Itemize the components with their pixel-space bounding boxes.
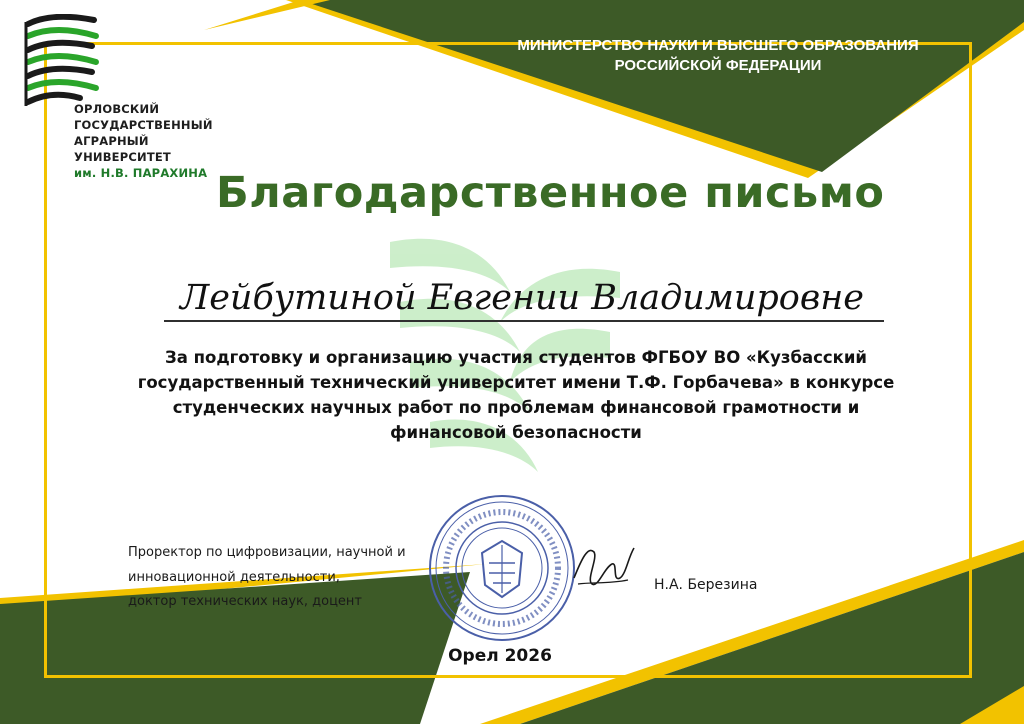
ministry-line2: РОССИЙСКОЙ ФЕДЕРАЦИИ: [614, 57, 822, 74]
university-name: [74, 101, 213, 181]
recipient-name: Лейбутиной Евгении Владимировне: [179, 278, 864, 318]
university-logo: [22, 14, 102, 114]
signer-position-line2: инновационной деятельности,: [128, 569, 340, 585]
university-name-line3: АГРАРНЫЙ: [74, 134, 149, 148]
recipient-underline: [164, 320, 884, 322]
certificate-body: [66, 345, 966, 445]
ministry-heading: [480, 36, 956, 76]
university-name-line1: ОРЛОВСКИЙ: [74, 102, 160, 116]
signer-position-line3: доктор технических наук, доцент: [128, 594, 363, 609]
signer-name: Н.А. Березина: [654, 577, 758, 593]
university-name-line4: УНИВЕРСИТЕТ: [74, 150, 171, 164]
official-seal: [427, 493, 577, 643]
body-line3: студенческих научных работ по проблемам финансовой грамотности и: [172, 398, 860, 417]
body-line4: финансовой безопасности: [390, 423, 642, 442]
body-line2: государственный технический университет имени Т.Ф. Горбачева» в конкурсе: [137, 373, 895, 392]
body-line1: За подготовку и организацию участия студентов ФГБОУ ВО «Кузбасский: [164, 348, 867, 367]
certificate-title: Благодарственное письмо: [216, 168, 885, 218]
signer-position: [128, 541, 406, 615]
city-year: Орел 2026: [448, 646, 552, 666]
ministry-line1: МИНИСТЕРСТВО НАУКИ И ВЫСШЕГО ОБРАЗОВАНИЯ: [517, 37, 919, 54]
university-name-line5: им. Н.В. ПАРАХИНА: [74, 166, 208, 180]
signer-position-line1: Проректор по цифровизации, научной и: [128, 545, 406, 560]
handwritten-signature: [568, 538, 638, 598]
university-name-line2: ГОСУДАРСТВЕННЫЙ: [74, 118, 213, 132]
